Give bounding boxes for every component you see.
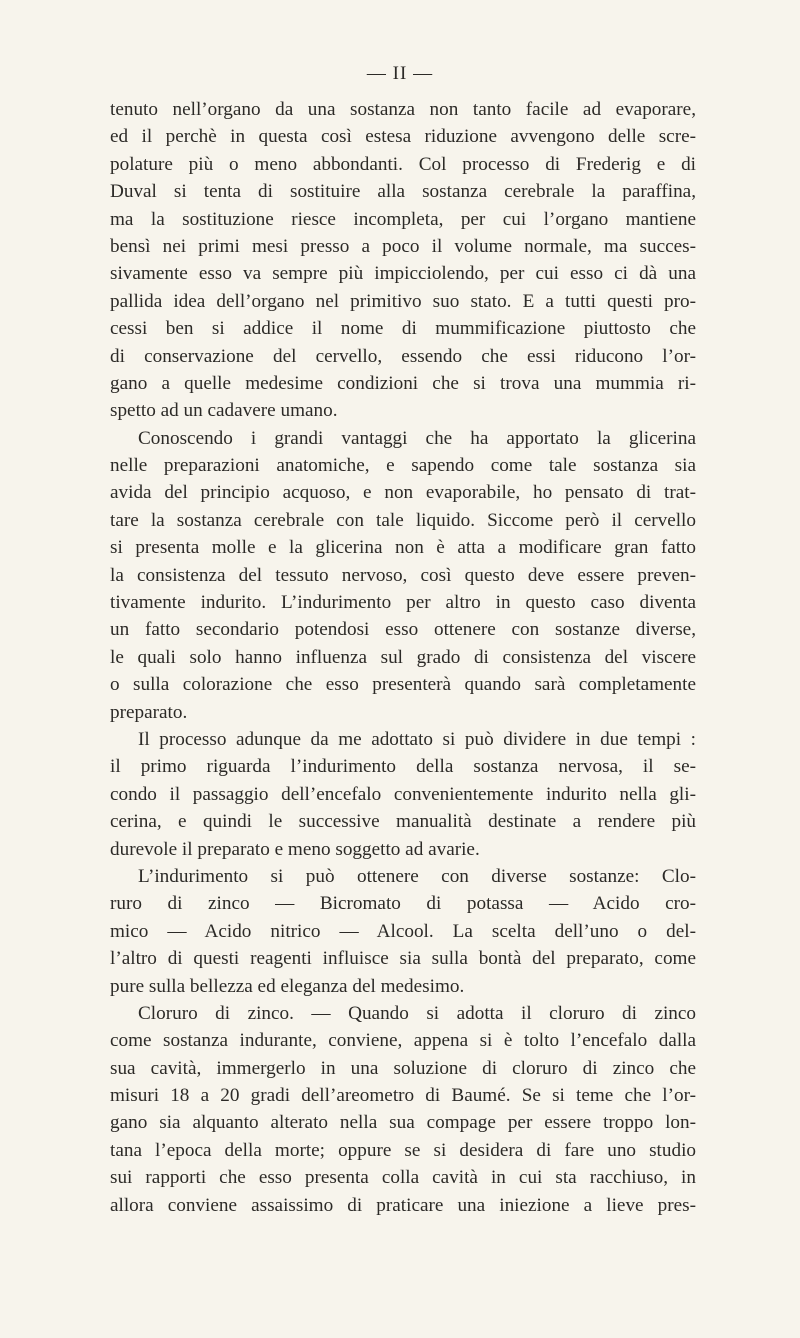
- text-line: la consistenza del tessuto nervoso, così questo deve essere preven-: [110, 564, 696, 586]
- paragraph-start-line: Il processo adunque da me adottato si può dividere in due tempi :: [138, 728, 696, 750]
- text-line: gano sia alquanto alterato nella sua compage per essere troppo lon-: [110, 1112, 696, 1134]
- text-line: Duval si tenta di sostituire alla sostanza cerebrale la paraffina,: [110, 181, 696, 203]
- text-line: tare la sostanza cerebrale con tale liquido. Siccome però il cervello: [110, 509, 696, 531]
- text-line: durevole il preparato e meno soggetto ad avarie.: [110, 838, 480, 860]
- text-line: ruro di zinco — Bicromato di potassa — Acido cro-: [110, 893, 696, 915]
- text-line: misuri 18 a 20 gradi dell’areometro di Baumé. Se si teme che l’or-: [110, 1085, 696, 1107]
- text-line: nelle preparazioni anatomiche, e sapendo come tale sostanza sia: [110, 455, 696, 477]
- text-line: cerina, e quindi le successive manualità destinate a rendere più: [110, 811, 696, 833]
- paragraph-start-line: Conoscendo i grandi vantaggi che ha apportato la glicerina: [138, 427, 696, 449]
- text-line: il primo riguarda l’indurimento della sostanza nervosa, il se-: [110, 756, 696, 778]
- text-line: sui rapporti che esso presenta colla cavità in cui sta racchiuso, in: [110, 1167, 696, 1189]
- text-line: ma la sostituzione riesce incompleta, per cui l’organo mantiene: [110, 208, 696, 230]
- text-line: ed il perchè in questa così estesa riduzione avvengono delle scre-: [110, 126, 696, 148]
- page-number: — II —: [366, 63, 434, 84]
- text-line: si presenta molle e la glicerina non è atta a modificare gran fatto: [110, 537, 696, 559]
- text-line: condo il passaggio dell’encefalo convenientemente indurito nella gli-: [110, 783, 696, 805]
- text-line: o sulla colorazione che esso presenterà quando sarà completamente: [110, 674, 696, 696]
- text-line: tivamente indurito. L’indurimento per altro in questo caso diventa: [110, 592, 696, 614]
- text-line: come sostanza indurante, conviene, appena si è tolto l’encefalo dalla: [110, 1030, 696, 1052]
- text-line: sua cavità, immergerlo in una soluzione di cloruro di zinco che: [110, 1057, 696, 1079]
- text-line: cessi ben si addice il nome di mummificazione piuttosto che: [110, 318, 696, 340]
- paragraph-start-line: L’indurimento si può ottenere con diverse sostanze: Clo-: [138, 865, 696, 887]
- text-line: pallida idea dell’organo nel primitivo suo stato. E a tutti questi pro-: [110, 290, 696, 312]
- text-line: mico — Acido nitrico — Alcool. La scelta dell’uno o del-: [110, 920, 696, 942]
- text-line: allora conviene assaissimo di praticare una iniezione a lieve pres-: [110, 1194, 696, 1216]
- text-line: bensì nei primi mesi presso a poco il volume normale, ma succes-: [110, 235, 696, 257]
- text-line: un fatto secondario potendosi esso ottenere con sostanze diverse,: [110, 619, 696, 641]
- text-line: tenuto nell’organo da una sostanza non tanto facile ad evaporare,: [110, 99, 696, 120]
- text-line: tana l’epoca della morte; oppure se si desidera di fare uno studio: [110, 1139, 696, 1161]
- text-line: preparato.: [110, 701, 188, 723]
- text-line: le quali solo hanno influenza sul grado di consistenza del viscere: [110, 646, 696, 668]
- paragraph-start-line: Cloruro di zinco. — Quando si adotta il cloruro di zinco: [138, 1002, 696, 1024]
- text-line: polature più o meno abbondanti. Col processo di Frederig e di: [110, 153, 696, 175]
- text-line: di conservazione del cervello, essendo che essi riducono l’or-: [110, 345, 696, 367]
- text-line: gano a quelle medesime condizioni che si trova una mummia ri-: [110, 372, 696, 394]
- text-line: pure sulla bellezza ed eleganza del medesimo.: [110, 975, 465, 997]
- text-line: l’altro di questi reagenti influisce sia sulla bontà del preparato, come: [110, 948, 696, 970]
- body-text: [110, 96, 696, 1219]
- text-line: sivamente esso va sempre più impicciolendo, per cui esso ci dà una: [110, 263, 696, 285]
- text-line: avida del principio acquoso, e non evaporabile, ho pensato di trat-: [110, 482, 696, 504]
- text-line: spetto ad un cadavere umano.: [110, 400, 338, 422]
